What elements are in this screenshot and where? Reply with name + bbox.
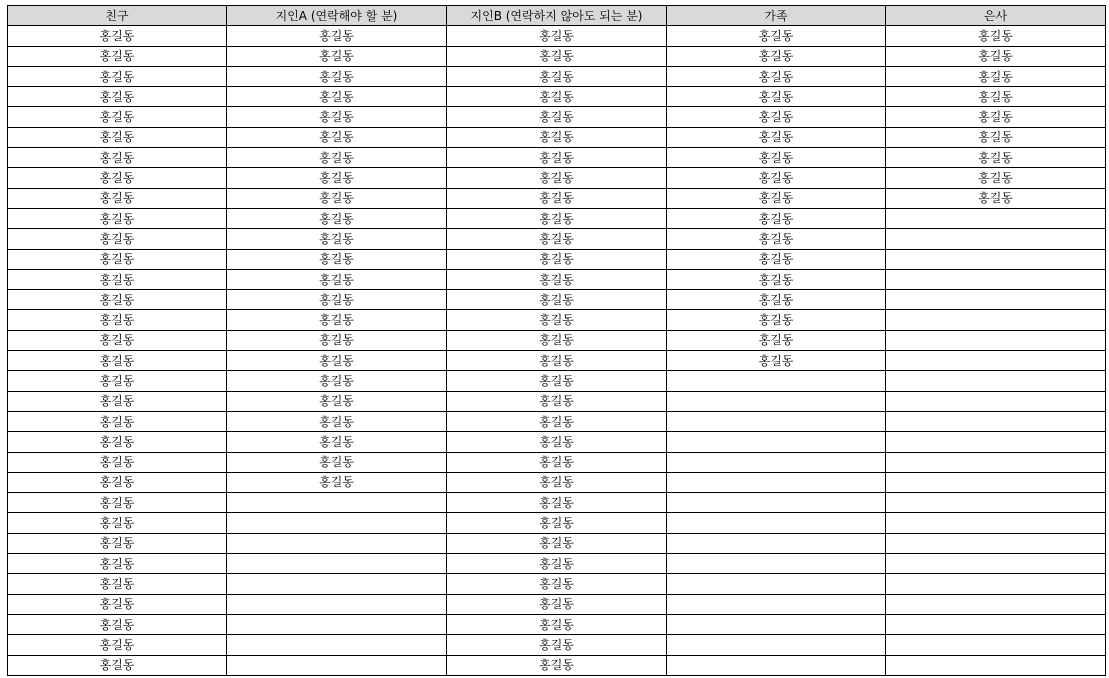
cell-friends[interactable]: 홍길동 (8, 554, 227, 574)
table-row (8, 391, 1106, 411)
cell-teachers[interactable] (886, 594, 1106, 614)
cell-family[interactable]: 홍길동 (667, 168, 886, 188)
table-row (8, 168, 1106, 188)
cell-friends[interactable]: 홍길동 (8, 635, 227, 655)
cell-acquaintance-b[interactable]: 홍길동 (447, 249, 667, 269)
cell-acquaintance-a[interactable]: 홍길동 (227, 351, 447, 371)
table-row (8, 127, 1106, 147)
table-row (8, 614, 1106, 634)
table-row (8, 249, 1106, 269)
table-row (8, 493, 1106, 513)
cell-acquaintance-a[interactable]: 홍길동 (227, 472, 447, 492)
cell-family[interactable] (667, 391, 886, 411)
cell-acquaintance-b[interactable]: 홍길동 (447, 87, 667, 107)
header-cell-teachers[interactable]: 은사 (886, 6, 1106, 26)
cell-acquaintance-b[interactable]: 홍길동 (447, 635, 667, 655)
cell-acquaintance-b[interactable]: 홍길동 (447, 290, 667, 310)
cell-family[interactable] (667, 493, 886, 513)
cell-family[interactable] (667, 655, 886, 675)
cell-friends[interactable]: 홍길동 (8, 472, 227, 492)
cell-acquaintance-b[interactable]: 홍길동 (447, 452, 667, 472)
cell-family[interactable]: 홍길동 (667, 290, 886, 310)
table-row (8, 554, 1106, 574)
table-row (8, 46, 1106, 66)
cell-acquaintance-a[interactable] (227, 493, 447, 513)
cell-teachers[interactable] (886, 554, 1106, 574)
cell-acquaintance-a[interactable]: 홍길동 (227, 432, 447, 452)
cell-family[interactable]: 홍길동 (667, 107, 886, 127)
cell-friends[interactable]: 홍길동 (8, 574, 227, 594)
cell-acquaintance-a[interactable]: 홍길동 (227, 229, 447, 249)
cell-teachers[interactable] (886, 432, 1106, 452)
cell-acquaintance-a[interactable]: 홍길동 (227, 269, 447, 289)
cell-family[interactable] (667, 533, 886, 553)
header-cell-acquaintance-a[interactable]: 지인A (연락해야 할 분) (227, 6, 447, 26)
cell-teachers[interactable] (886, 513, 1106, 533)
cell-friends[interactable]: 홍길동 (8, 229, 227, 249)
cell-acquaintance-a[interactable] (227, 513, 447, 533)
cell-acquaintance-b[interactable]: 홍길동 (447, 66, 667, 86)
cell-acquaintance-a[interactable]: 홍길동 (227, 452, 447, 472)
cell-acquaintance-a[interactable]: 홍길동 (227, 310, 447, 330)
cell-acquaintance-a[interactable]: 홍길동 (227, 371, 447, 391)
table-row (8, 411, 1106, 431)
cell-acquaintance-b[interactable]: 홍길동 (447, 493, 667, 513)
cell-acquaintance-a[interactable]: 홍길동 (227, 148, 447, 168)
cell-friends[interactable]: 홍길동 (8, 269, 227, 289)
cell-acquaintance-b[interactable]: 홍길동 (447, 391, 667, 411)
cell-acquaintance-a[interactable] (227, 635, 447, 655)
table-row (8, 107, 1106, 127)
cell-family[interactable]: 홍길동 (667, 249, 886, 269)
cell-friends[interactable]: 홍길동 (8, 452, 227, 472)
cell-teachers[interactable]: 홍길동 (886, 66, 1106, 86)
cell-acquaintance-a[interactable] (227, 594, 447, 614)
cell-family[interactable]: 홍길동 (667, 87, 886, 107)
cell-family[interactable]: 홍길동 (667, 188, 886, 208)
cell-family[interactable]: 홍길동 (667, 66, 886, 86)
header-row (8, 6, 1106, 26)
cell-teachers[interactable] (886, 391, 1106, 411)
table-row (8, 330, 1106, 350)
cell-acquaintance-b[interactable]: 홍길동 (447, 371, 667, 391)
sheet-body (8, 26, 1106, 676)
cell-family[interactable]: 홍길동 (667, 46, 886, 66)
table-row (8, 148, 1106, 168)
cell-teachers[interactable]: 홍길동 (886, 26, 1106, 46)
cell-acquaintance-a[interactable] (227, 554, 447, 574)
cell-friends[interactable]: 홍길동 (8, 655, 227, 675)
cell-family[interactable] (667, 411, 886, 431)
cell-teachers[interactable]: 홍길동 (886, 148, 1106, 168)
cell-friends[interactable]: 홍길동 (8, 614, 227, 634)
cell-friends[interactable]: 홍길동 (8, 533, 227, 553)
cell-acquaintance-a[interactable]: 홍길동 (227, 168, 447, 188)
header-cell-acquaintance-b[interactable]: 지인B (연락하지 않아도 되는 분) (447, 6, 667, 26)
cell-acquaintance-a[interactable]: 홍길동 (227, 208, 447, 228)
cell-family[interactable] (667, 432, 886, 452)
table-row (8, 574, 1106, 594)
header-cell-friends[interactable]: 친구 (8, 6, 227, 26)
table-row (8, 66, 1106, 86)
cell-friends[interactable]: 홍길동 (8, 330, 227, 350)
cell-teachers[interactable] (886, 269, 1106, 289)
table-row (8, 290, 1106, 310)
cell-family[interactable] (667, 472, 886, 492)
cell-family[interactable] (667, 574, 886, 594)
cell-teachers[interactable]: 홍길동 (886, 188, 1106, 208)
cell-acquaintance-a[interactable] (227, 655, 447, 675)
cell-acquaintance-b[interactable]: 홍길동 (447, 614, 667, 634)
cell-family[interactable] (667, 635, 886, 655)
cell-teachers[interactable] (886, 330, 1106, 350)
cell-acquaintance-b[interactable]: 홍길동 (447, 330, 667, 350)
cell-acquaintance-b[interactable]: 홍길동 (447, 533, 667, 553)
cell-family[interactable] (667, 371, 886, 391)
cell-friends[interactable]: 홍길동 (8, 168, 227, 188)
cell-teachers[interactable] (886, 310, 1106, 330)
cell-acquaintance-a[interactable]: 홍길동 (227, 290, 447, 310)
table-row (8, 229, 1106, 249)
cell-teachers[interactable] (886, 493, 1106, 513)
cell-acquaintance-b[interactable]: 홍길동 (447, 411, 667, 431)
cell-teachers[interactable] (886, 229, 1106, 249)
cell-friends[interactable]: 홍길동 (8, 310, 227, 330)
cell-teachers[interactable] (886, 411, 1106, 431)
cell-acquaintance-a[interactable]: 홍길동 (227, 188, 447, 208)
cell-teachers[interactable] (886, 208, 1106, 228)
cell-acquaintance-b[interactable]: 홍길동 (447, 513, 667, 533)
cell-family[interactable]: 홍길동 (667, 351, 886, 371)
cell-acquaintance-a[interactable]: 홍길동 (227, 249, 447, 269)
table-row (8, 452, 1106, 472)
cell-friends[interactable]: 홍길동 (8, 188, 227, 208)
cell-teachers[interactable] (886, 655, 1106, 675)
cell-friends[interactable]: 홍길동 (8, 411, 227, 431)
cell-family[interactable]: 홍길동 (667, 208, 886, 228)
cell-acquaintance-a[interactable]: 홍길동 (227, 46, 447, 66)
table-row (8, 472, 1106, 492)
table-row (8, 513, 1106, 533)
cell-friends[interactable]: 홍길동 (8, 87, 227, 107)
cell-friends[interactable]: 홍길동 (8, 493, 227, 513)
cell-acquaintance-a[interactable]: 홍길동 (227, 107, 447, 127)
cell-acquaintance-b[interactable]: 홍길동 (447, 594, 667, 614)
cell-acquaintance-a[interactable]: 홍길동 (227, 127, 447, 147)
cell-acquaintance-b[interactable]: 홍길동 (447, 554, 667, 574)
cell-acquaintance-a[interactable] (227, 533, 447, 553)
cell-acquaintance-b[interactable]: 홍길동 (447, 168, 667, 188)
cell-friends[interactable]: 홍길동 (8, 46, 227, 66)
cell-teachers[interactable] (886, 249, 1106, 269)
cell-acquaintance-b[interactable]: 홍길동 (447, 208, 667, 228)
table-row (8, 26, 1106, 46)
cell-acquaintance-b[interactable]: 홍길동 (447, 472, 667, 492)
cell-acquaintance-a[interactable]: 홍길동 (227, 66, 447, 86)
cell-family[interactable]: 홍길동 (667, 310, 886, 330)
cell-friends[interactable]: 홍길동 (8, 249, 227, 269)
cell-acquaintance-b[interactable]: 홍길동 (447, 351, 667, 371)
cell-friends[interactable]: 홍길동 (8, 107, 227, 127)
cell-family[interactable] (667, 554, 886, 574)
cell-teachers[interactable]: 홍길동 (886, 87, 1106, 107)
cell-family[interactable] (667, 614, 886, 634)
cell-teachers[interactable]: 홍길동 (886, 127, 1106, 147)
table-row (8, 269, 1106, 289)
table-row (8, 371, 1106, 391)
cell-family[interactable] (667, 594, 886, 614)
cell-acquaintance-b[interactable]: 홍길동 (447, 269, 667, 289)
cell-acquaintance-b[interactable]: 홍길동 (447, 46, 667, 66)
contact-list-sheet (7, 5, 1106, 676)
cell-acquaintance-a[interactable]: 홍길동 (227, 26, 447, 46)
header-cell-family[interactable]: 가족 (667, 6, 886, 26)
table-row (8, 594, 1106, 614)
cell-family[interactable]: 홍길동 (667, 330, 886, 350)
cell-family[interactable]: 홍길동 (667, 127, 886, 147)
cell-friends[interactable]: 홍길동 (8, 208, 227, 228)
cell-family[interactable] (667, 513, 886, 533)
table-row (8, 432, 1106, 452)
cell-teachers[interactable] (886, 614, 1106, 634)
cell-acquaintance-a[interactable] (227, 574, 447, 594)
cell-acquaintance-b[interactable]: 홍길동 (447, 107, 667, 127)
cell-friends[interactable]: 홍길동 (8, 26, 227, 46)
cell-acquaintance-b[interactable]: 홍길동 (447, 188, 667, 208)
cell-acquaintance-a[interactable] (227, 614, 447, 634)
cell-friends[interactable]: 홍길동 (8, 594, 227, 614)
cell-acquaintance-b[interactable]: 홍길동 (447, 229, 667, 249)
cell-teachers[interactable] (886, 290, 1106, 310)
cell-friends[interactable]: 홍길동 (8, 391, 227, 411)
cell-teachers[interactable] (886, 533, 1106, 553)
cell-teachers[interactable]: 홍길동 (886, 46, 1106, 66)
cell-family[interactable]: 홍길동 (667, 26, 886, 46)
cell-teachers[interactable]: 홍길동 (886, 168, 1106, 188)
cell-friends[interactable]: 홍길동 (8, 513, 227, 533)
cell-family[interactable]: 홍길동 (667, 229, 886, 249)
cell-acquaintance-b[interactable]: 홍길동 (447, 127, 667, 147)
cell-family[interactable] (667, 452, 886, 472)
cell-acquaintance-b[interactable]: 홍길동 (447, 574, 667, 594)
cell-teachers[interactable] (886, 452, 1106, 472)
table-row (8, 188, 1106, 208)
cell-acquaintance-a[interactable]: 홍길동 (227, 87, 447, 107)
cell-acquaintance-b[interactable]: 홍길동 (447, 148, 667, 168)
cell-friends[interactable]: 홍길동 (8, 432, 227, 452)
cell-friends[interactable]: 홍길동 (8, 290, 227, 310)
cell-family[interactable]: 홍길동 (667, 269, 886, 289)
cell-teachers[interactable] (886, 635, 1106, 655)
cell-acquaintance-a[interactable]: 홍길동 (227, 411, 447, 431)
cell-teachers[interactable] (886, 574, 1106, 594)
cell-friends[interactable]: 홍길동 (8, 371, 227, 391)
cell-friends[interactable]: 홍길동 (8, 351, 227, 371)
cell-acquaintance-a[interactable]: 홍길동 (227, 391, 447, 411)
table-row (8, 635, 1106, 655)
cell-acquaintance-b[interactable]: 홍길동 (447, 655, 667, 675)
cell-friends[interactable]: 홍길동 (8, 148, 227, 168)
cell-friends[interactable]: 홍길동 (8, 127, 227, 147)
cell-teachers[interactable] (886, 351, 1106, 371)
cell-acquaintance-a[interactable]: 홍길동 (227, 330, 447, 350)
cell-teachers[interactable] (886, 472, 1106, 492)
table-row (8, 351, 1106, 371)
table-row (8, 655, 1106, 675)
table-row (8, 208, 1106, 228)
table-row (8, 533, 1106, 553)
cell-family[interactable]: 홍길동 (667, 148, 886, 168)
cell-teachers[interactable]: 홍길동 (886, 107, 1106, 127)
cell-friends[interactable]: 홍길동 (8, 66, 227, 86)
cell-acquaintance-b[interactable]: 홍길동 (447, 26, 667, 46)
cell-teachers[interactable] (886, 371, 1106, 391)
cell-acquaintance-b[interactable]: 홍길동 (447, 310, 667, 330)
cell-acquaintance-b[interactable]: 홍길동 (447, 432, 667, 452)
table-row (8, 310, 1106, 330)
table-row (8, 87, 1106, 107)
